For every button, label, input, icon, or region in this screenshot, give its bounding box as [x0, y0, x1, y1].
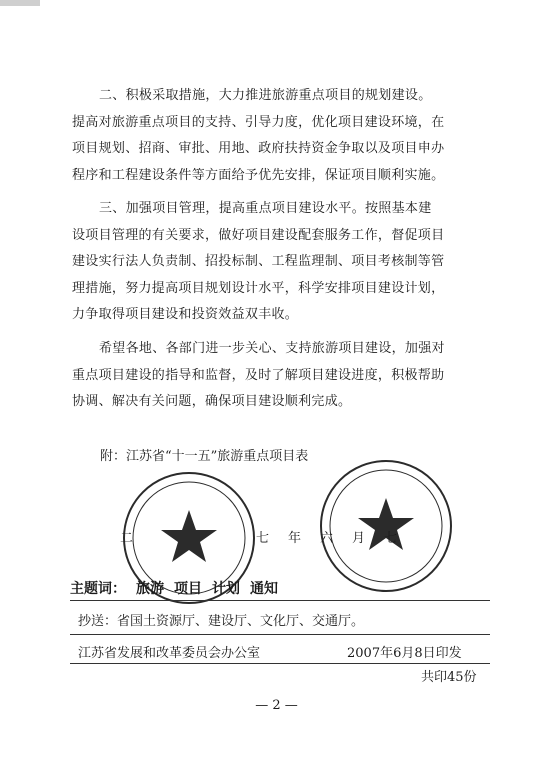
cc-label: 抄送： — [78, 614, 118, 629]
text-line: 程序和工程建设条件等方面给予优先安排，保证项目顺利实施。 — [72, 167, 445, 183]
divider — [70, 663, 490, 664]
signature-date — [120, 527, 450, 547]
tourism-bureau-seal — [320, 460, 452, 592]
star-icon — [322, 462, 450, 590]
text-line: 三、加强项目管理，提高重点项目建设水平。按照基本建 — [99, 201, 432, 216]
subject-word: 计划 — [212, 581, 240, 597]
issue-date: 2007年6月8日印发 — [347, 646, 462, 661]
divider — [70, 600, 490, 601]
cc-line — [78, 610, 364, 629]
subject-words — [70, 578, 288, 598]
issuer-office: 江苏省发展和改革委员会办公室 — [78, 646, 261, 661]
text-line: 希望各地、各部门进一步关心、支持旅游项目建设，加强对 — [99, 341, 445, 356]
divider — [70, 634, 490, 635]
text-line: 项目规划、招商、审批、用地、政府扶持资金争取以及项目申办 — [72, 141, 445, 157]
paragraph-closing — [72, 336, 492, 416]
text-line: 重点项目建设的指导和监督，及时了解项目建设进度，积极帮助 — [72, 367, 445, 383]
attachment-note: 附：江苏省“十一五”旅游重点项目表 — [100, 449, 309, 464]
subject-label: 主题词： — [70, 581, 126, 597]
year-word: 年 — [288, 531, 302, 546]
text-line: 协调、解决有关问题，确保项目建设顺利完成。 — [72, 394, 352, 410]
paragraph-management — [72, 196, 492, 329]
year-prefix: 二 — [120, 531, 134, 546]
month-value: 六 — [320, 531, 334, 546]
text-line: 提高对旅游重点项目的支持、引导力度，优化项目建设环境，在 — [72, 114, 445, 130]
year-suffix: 七 — [256, 531, 270, 546]
paragraph-measures — [72, 83, 492, 189]
subject-word: 通知 — [250, 581, 278, 597]
page-number: — 2 — — [255, 698, 298, 713]
copies-count: 共印45份 — [421, 670, 477, 685]
text-line: 建设实行法人负责制、招投标制、工程监理制、项目考核制等管 — [72, 254, 445, 270]
scan-smudge — [0, 0, 40, 6]
day-value: 七 — [384, 531, 398, 546]
cc-recipients: 省国土资源厅、建设厅、文化厅、交通厅。 — [117, 614, 365, 629]
month-word: 月 — [352, 531, 366, 546]
text-line: 力争取得项目建设和投资效益双丰收。 — [72, 307, 299, 323]
text-line: 二、积极采取措施，大力推进旅游重点项目的规划建设。 — [99, 88, 432, 103]
subject-word: 项目 — [174, 581, 202, 597]
text-line: 理措施，努力提高项目规划设计水平，科学安排项目建设计划， — [72, 280, 445, 296]
text-line: 设项目管理的有关要求，做好项目建设配套服务工作，督促项目 — [72, 227, 445, 243]
subject-word: 旅游 — [136, 581, 164, 597]
